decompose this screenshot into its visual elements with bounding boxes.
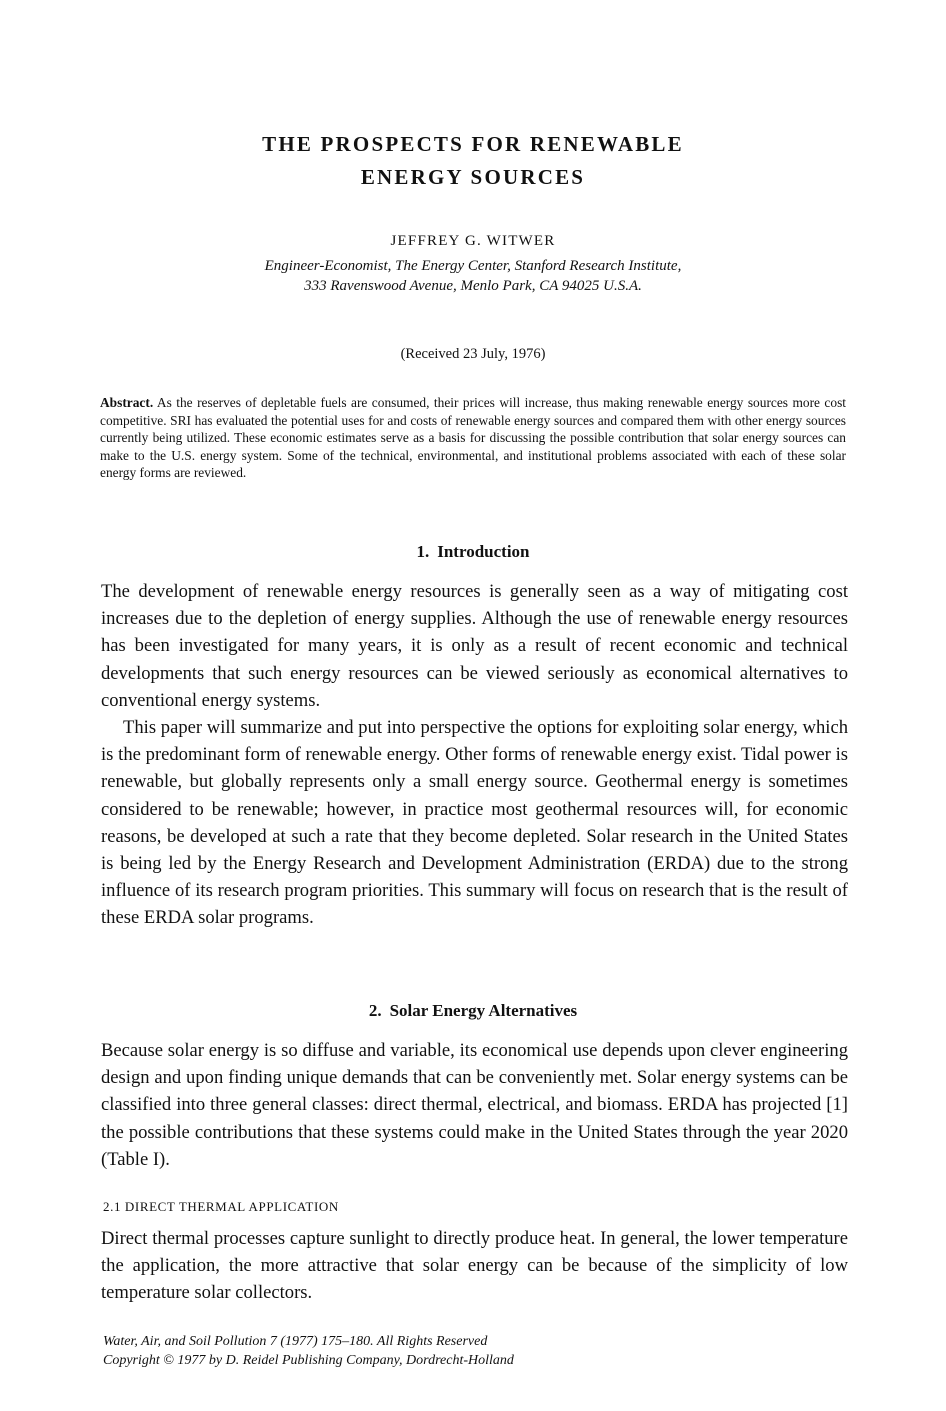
title-line-1: THE PROSPECTS FOR RENEWABLE (262, 132, 684, 156)
journal-citation: Water, Air, and Soil Pollution 7 (1977) 175–180. All Rights Reserved (103, 1334, 488, 1349)
introduction-paragraph-2: This paper will summarize and put into perspective the options for exploiting solar energy, which is the predominant form of renewable energy. Other forms of renewable energy exist. Tidal power is renewable, but globally represents only a small energy source. Geothermal energy is sometimes considered to be renewable; however, in practice most geothermal resources will, for economic reasons, be developed at such a rate that they become depleted. Solar research in the United States is being led by the Energy Research and Development Administration (ERDA) due to the strong influence of its research program priorities. This summary will focus on research that is the result of these ERDA solar programs. (101, 717, 848, 929)
author-affiliation (0, 256, 946, 296)
introduction-paragraph-1: The development of renewable energy resources is generally seen as a way of mitigating cost increases due to the depletion of energy supplies. Although the use of renewable energy resources has been investigated for many years, it is only as a result of recent economic and technical developments that such energy resources can be viewed seriously as economical alternatives to conventional energy systems. (101, 581, 848, 711)
paper-title (0, 128, 946, 194)
direct-thermal-paragraph-1: Direct thermal processes capture sunlight to directly produce heat. In general, the lower temperature the application, the more attractive that solar energy can be because of the simplicity of low temperature solar collectors. (101, 1228, 848, 1304)
introduction-body (101, 578, 848, 932)
section-heading-introduction (0, 541, 946, 563)
subsection-heading-direct-thermal: 2.1 DIRECT THERMAL APPLICATION (103, 1199, 339, 1214)
title-line-2: ENERGY SOURCES (360, 165, 586, 189)
abstract-label: Abstract. (100, 395, 154, 410)
solar-alternatives-body (101, 1037, 848, 1173)
section-heading-solar-energy-alternatives (0, 1000, 946, 1022)
affiliation-line-2: 333 Ravenswood Avenue, Menlo Park, CA 94025 U.S.A. (304, 278, 642, 294)
abstract (100, 394, 846, 482)
section-title: Introduction (437, 542, 530, 561)
received-date: (Received 23 July, 1976) (400, 346, 546, 362)
section-number: 1. (416, 542, 430, 561)
affiliation-line-1: Engineer-Economist, The Energy Center, Stanford Research Institute, (264, 258, 682, 274)
section-number: 2. (368, 1001, 382, 1020)
journal-footer (103, 1332, 514, 1370)
abstract-text: As the reserves of depletable fuels are consumed, their prices will increase, thus making renewable energy sources more cost competitive. SRI has evaluated the potential uses for and costs of renewable energy sources and compared them with other energy sources currently being utilized. These economic estimates serve as a basis for discussing the possible contribution that solar energy sources can make to the U.S. energy system. Some of the technical, environmental, and institutional problems associated with each of these solar energy forms are reviewed. (100, 395, 847, 481)
author-name: JEFFREY G. WITWER (390, 233, 556, 249)
solar-alternatives-paragraph-1: Because solar energy is so diffuse and variable, its economical use depends upon clever engineering design and upon finding unique demands that can be conveniently met. Solar energy systems can be classified into three general classes: direct thermal, electrical, and biomass. ERDA has projected [1] the possible contributions that these systems could make in the United States through the year 2020 (Table I). (101, 1040, 848, 1170)
section-title: Solar Energy Alternatives (389, 1001, 578, 1020)
copyright-notice: Copyright © 1977 by D. Reidel Publishing Company, Dordrecht-Holland (103, 1353, 514, 1368)
direct-thermal-body (101, 1225, 848, 1307)
